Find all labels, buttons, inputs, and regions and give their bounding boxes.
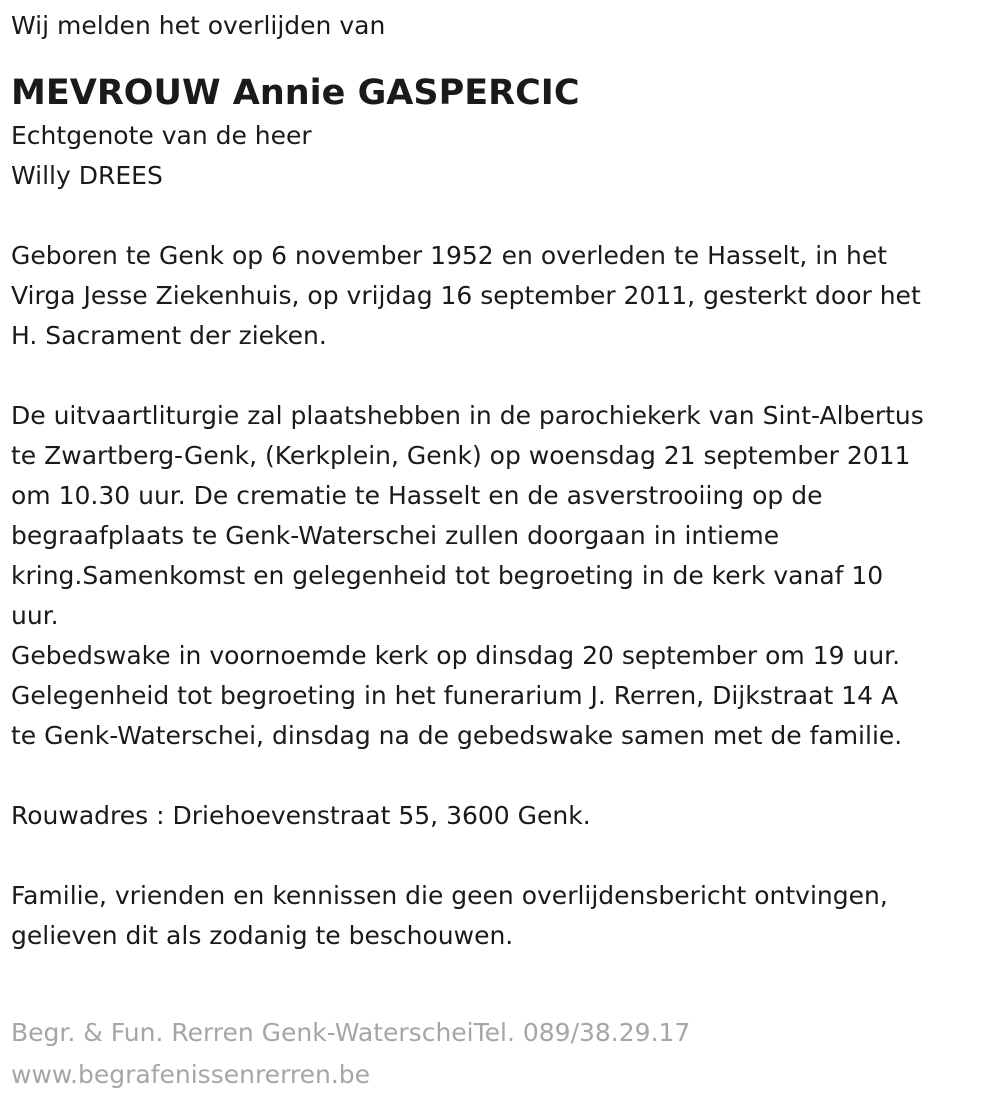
spacer	[11, 836, 996, 876]
spouse-line-2: Willy DREES	[11, 161, 163, 190]
spouse-line-1: Echtgenote van de heer	[11, 121, 312, 150]
funeral-home-footer	[11, 1012, 690, 1096]
vigil-paragraph: Gebedswake in voornoemde kerk op dinsdag 20 september om 19 uur. Gelegenheid tot begroeting in het funerarium J. Rerren, Dijkstraat 14 A te Genk-Waterschei, dinsdag na de gebedswake samen met de familie.	[11, 641, 903, 750]
intro-text: Wij melden het overlijden van	[11, 11, 386, 40]
spacer	[11, 756, 996, 796]
mourning-address: Rouwadres : Driehoevenstraat 55, 3600 Genk.	[11, 801, 591, 830]
closing-paragraph: Familie, vrienden en kennissen die geen overlijdensbericht ontvingen, gelieven dit als zodanig te beschouwen.	[11, 881, 888, 950]
deceased-name: MEVROUW Annie GASPERCIC	[11, 73, 580, 113]
spacer	[11, 356, 996, 396]
spacer	[11, 196, 996, 236]
birth-death-paragraph: Geboren te Genk op 6 november 1952 en overleden te Hasselt, in het Virga Jesse Ziekenhuis, op vrijdag 16 september 2011, gesterkt door het H. Sacrament der zieken.	[11, 241, 921, 350]
funeral-home-contact: Begr. & Fun. Rerren Genk-WaterscheiTel. 089/38.29.17	[11, 1018, 691, 1047]
funeral-paragraph: De uitvaartliturgie zal plaatshebben in de parochiekerk van Sint-Albertus te Zwartberg-Genk, (Kerkplein, Genk) op woensdag 21 september 2011 om 10.30 uur. De crematie te Hasselt en de asverstrooiing op de begraafplaats te Genk-Waterschei zullen doorgaan in intieme kring.Samenkomst en gelegenheid tot begroeting in de kerk vanaf 10 uur.	[11, 401, 924, 630]
death-notice	[11, 6, 996, 956]
funeral-home-website: www.begrafenissenrerren.be	[11, 1060, 371, 1089]
